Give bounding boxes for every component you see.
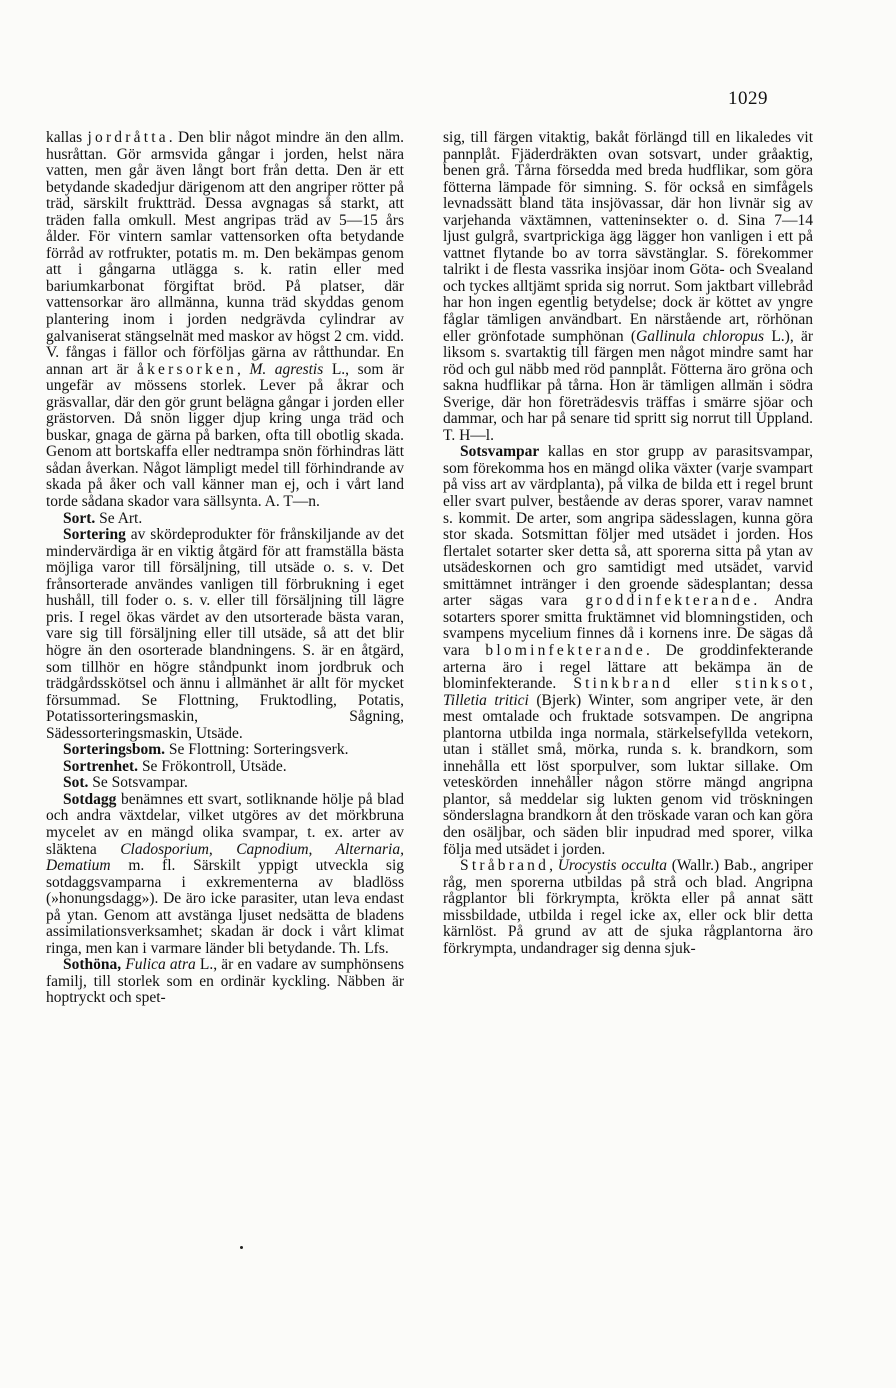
entry-sothona: Sothöna, Fulica atra L., är en vadare av sumphönsens familj, till storlek som en ordinär kyckling. Näbben är hoptryckt och spet- bbox=[46, 956, 404, 1007]
entry-sorteringsbom: Sorteringsbom. Se Flottning: Sorteringsverk. bbox=[63, 741, 349, 759]
entry-sotsvampar: Sotsvampar kallas en stor grupp av parasitsvampar, som förekomma hos en mängd olika växter (varje svampart på viss art av värdplanta), på vilka de bilda ett i regel brunt eller svart pulver, bestående av deras sporer, varav namnet s. kommit. De arter, som angripa sädesslagen, kunna göra stor skada. Sotsmittan följer med utsädet i jorden. Hos flertalet sotarter sker detta så, att sporerna sitta på ytan av utsädeskornen och gro samtidigt med utsädet, varvid smittämnet intränger i den groende sädesplantan; dessa arter sägas vara groddinfekterande. Andra sotarters sporer smitta fruktämnet vid blomningstiden, och svampens mycelium finnes då i kornens inre. De sägas då vara blominfekterande. De groddinfekterande arterna äro i regel lättare att bekämpa än de blominfekterande. Stinkbrand eller stinksot, Tilletia tritici (Bjerk) Winter, som angriper vete, är den mest omtalade och fruktade sotsvampen. De angripna plantorna utbilda inga normala, stärkelsefyllda vetekorn, utan i stället små, mörka, runda s. k. brandkorn, som innehålla ett löst sporpulver, som luktar sillake. Om veteskörden innehåller någon större mängd angripna plantor, så meddelar sig lukten genom vid tröskningen sönderslagna brandkorn åt den tröskade varan och kan göra den osäljbar, och säden blir inpudrad med sporer, vilka följa med utsädet i jorden. bbox=[443, 443, 813, 858]
ink-speck bbox=[240, 1246, 243, 1249]
right-column bbox=[443, 130, 813, 957]
left-column bbox=[46, 130, 404, 1007]
entry-sortering: Sortering av skördeprodukter för frånskiljande av det mindervärdiga är en viktig åtgärd för att framställa bästa möjliga varor till försäljning, till utsäde o. s. v. Det frånsorterade användes vanligen till förbrukning i eget hushåll, till foder o. s. v. eller till försäljning till lägre pris. I regel ökas värdet av den utsorterade bästa varan, vare sig till försäljning eller till utsäde, så att det blir högre än den osorterade blandningens. S. är en åtgärd, som tillhör en högre ståndpunkt inom jordbruk och trädgårdsskötsel och ännu i allmänhet är allt för mycket försummad. Se Flottning, Fruktodling, Potatis, Potatissorteringsmaskin, Sågning, Sädessorteringsmaskin, Utsäde. bbox=[46, 526, 404, 742]
entry-jordratta-continuation: kallas jordråtta. Den blir något mindre än den allm. husråttan. Gör armsvida gångar i jorden, helst nära vatten, men går även långt bort från detta. Den är ett betydande skadedjur därigenom att den angriper rötter på träd, särskilt fruktträd. Dessa avgnagas så starkt, att träden falla omkull. Mest angripas träd av 5—15 års ålder. För vintern samlar vattensorken ofta betydande förråd av rotfrukter, potatis m. m. Den bekämpas genom att i gångarna utlägga s. k. ratin eller med bariumkarbonat förgiftat bröd. På platser, där vattensorkar äro allmänna, kunna träd skyddas genom plantering inom i jorden nedgrävda cylindrar av galvaniserat stängselnät med maskor av högst 2 cm. vidd. V. fångas i fällor och förföljas gärna av råtthundar. En annan art är åkersorken, M. agrestis L., som är ungefär av mössens storlek. Lever på åkrar och gräsvallar, där den gör grunt belägna gångar i jorden eller grästorven. Då snön ligger djup kring unga träd och buskar, gnaga de gärna på barken, ofta till obotlig skada. Genom att bortskaffa eller nedtrampa snön förhindras lätt sådan åverkan. Något lämpligt medel till förhindrande av skada på åker och vall känner man ej, och i vårt land torde sådana skador vara sällsynta. A. T—n. bbox=[46, 129, 405, 511]
entry-strabrand: Stråbrand, Urocystis occulta (Wallr.) Bab., angriper råg, men sporerna utbildas på strå och blad. Angripna rågplantor bli förkrympta, krökta eller på annat sätt missbildade, utbilda i regel icke ax, eller ock blir detta kärnlöst. På grund av att de sjuka rågplantorna äro förkrympta, undandrager sig denna sjuk- bbox=[443, 857, 814, 957]
entry-sot: Sot. Se Sotsvampar. bbox=[63, 774, 188, 792]
entry-sotdagg: Sotdagg benämnes ett svart, sotliknande hölje på blad och andra växtdelar, vilket utgöres av det mörkbruna mycelet av en mängd olika svampar, t. ex. arter av släktena Cladosporium, Capnodium, Alternaria, Dematium m. fl. Särskilt yppigt utveckla sig sotdaggsvamparna i exkrementerna av bladlöss (»honungsdagg»). De äro icke parasiter, utan leva endast på ytan. Genom att avstänga ljuset nedsätta de bladens assimilationsverksamhet; skadan är dock i vårt klimat ringa, men kan i varmare länder bli betydande. Th. Lfs. bbox=[46, 790, 404, 957]
entry-sortrenhet: Sortrenhet. Se Frökontroll, Utsäde. bbox=[63, 757, 287, 775]
page-number: 1029 bbox=[728, 88, 768, 109]
entry-sort: Sort. Se Art. bbox=[63, 509, 143, 527]
entry-sothona-continuation: sig, till färgen vitaktig, bakåt förlängd till en likaledes vit pannplåt. Fjäderdräkten ovan sotsvart, under gråaktig, benen grå. Tårna försedda med breda hudflikar, som göra fötterna lämpade för simning. S. för också en simfågels levnadssätt bland täta insjövassar, där hon livnär sig av varjehanda växtämnen, vatteninsekter o. d. Sina 7—14 ljust gulgrå, svartprickiga ägg lägger hon vanligen i ett på vattnet flytande bo av torra sävstänglar. S. förekommer talrikt i de flesta vassrika insjöar inom Göta- och Svealand och tyckes alltjämt sprida sig norrut. Som jaktbart villebråd har hon ingen egentlig betydelse; dock är köttet av yngre fåglar tämligen användbart. En närstående art, rörhönan eller grönfotade sumphönan (Gallinula chloropus L.), är liksom s. svartaktig till färgen men något mindre samt har röd och gul näbb med röd pannplåt. Fötterna äro gröna och sakna hudflikar på tårna. Hon är tämligen allmän i södra Sverige, där hon företrädesvis träffas i smärre sjöar och dammar, och har på senare tid spritt sig norrut till Uppland. T. H—l. bbox=[443, 129, 813, 444]
